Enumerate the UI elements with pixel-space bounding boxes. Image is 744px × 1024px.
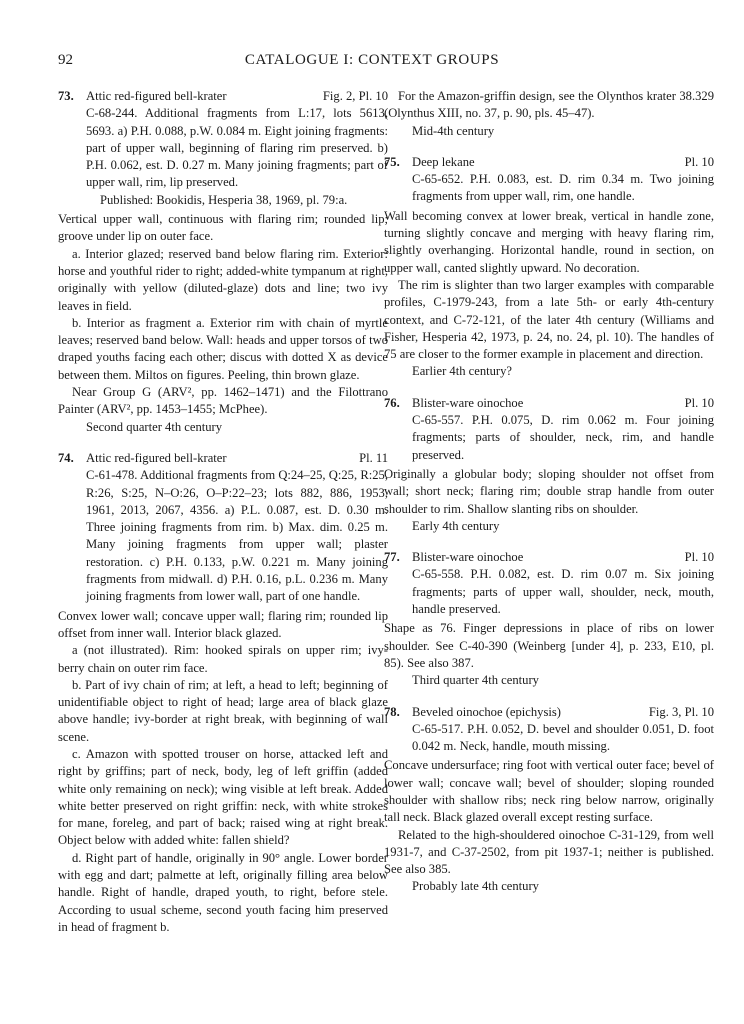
entry-number: 73. bbox=[58, 89, 74, 103]
comparison-note: The rim is slighter than two larger examples with comparable profiles, C-1979-243, from a late 5th- or early 4th-century context, and C-72-121, of the later 4th century (Williams and Fisher, Hesperia 42, 1973, p. 24, no. 24, pl. 10). The handles of 75 are closer to the former example in placement and direction. bbox=[384, 277, 714, 362]
entry-number: 74. bbox=[58, 450, 74, 465]
entry-title: Deep lekane bbox=[412, 154, 475, 169]
date-note: Third quarter 4th century bbox=[412, 673, 539, 688]
entry-74-heading bbox=[58, 450, 388, 467]
plate-reference: Pl. 10 bbox=[684, 550, 714, 565]
inventory-block: C-65-557. P.H. 0.075, D. rim 0.062 m. Four joining fragments; parts of shoulder, neck, rim, and handle preserved. bbox=[412, 413, 714, 462]
date-note: Probably late 4th century bbox=[412, 879, 539, 894]
entry-title: Attic red-figured bell-krater bbox=[86, 450, 227, 465]
left-column bbox=[58, 88, 388, 936]
description: Shape as 76. Finger depressions in place of ribs on lower shoulder. See C-40-390 (Weinberg [under 4], p. 233, E10, pl. 85). See also 387. bbox=[384, 621, 714, 670]
inventory-block: C-65-558. P.H. 0.082, est. D. rim 0.07 m. Six joining fragments; parts of upper wall, shoulder, neck, mouth, handle preserved. bbox=[412, 567, 714, 617]
entry-title: Blister-ware oinochoe bbox=[412, 395, 524, 410]
entry-title: Blister-ware oinochoe bbox=[412, 550, 524, 565]
inventory-block: C-61-478. Additional fragments from Q:24–25, Q:25, R:25, R:26, S:25, N–O:26, O–P:22–23; lots 882, 886, 1953, 1961, 2013, 2067, 4356. a) P.L. 0.087, est. D. 0.30 m. Three joining fragments from rim. b) Max. dim. 0.25 m. Many joining fragments from upper wall; plaster restoration. c) P.H. 0.133, p.W. 0.221 m. Many joining fragments from midwall. d) P.H. 0.16, p.L. 0.236 m. Many joining fragments from lower wall, part of one handle. bbox=[86, 468, 388, 604]
plate-reference: Pl. 10 bbox=[684, 154, 714, 169]
plate-reference: Pl. 10 bbox=[684, 395, 714, 410]
description: Convex lower wall; concave upper wall; flaring rim; rounded lip offset from inner wall. Interior black glazed. bbox=[58, 608, 388, 640]
entry-75-heading bbox=[384, 154, 714, 171]
comparison-note: Related to the high-shouldered oinochoe C-31-129, from well 1931-7, and C-37-2502, from pit 1937-1; neither is published. See also 385. bbox=[384, 827, 714, 877]
entry-number: 75. bbox=[384, 154, 400, 169]
attribution-note: Near Group G (ARV², pp. 1462–1471) and the Filottrano Painter (ARV², pp. 1453–1455; McPhee). bbox=[58, 385, 388, 417]
entry-78-heading bbox=[384, 704, 714, 721]
fragment-a: a (not illustrated). Rim: hooked spirals on upper rim; ivy-berry chain on outer rim face. bbox=[58, 643, 388, 675]
entry-title: Beveled oinochoe (epichysis) bbox=[412, 704, 561, 719]
description: Vertical upper wall, continuous with flaring rim; rounded lip; groove under lip on outer face. bbox=[58, 212, 388, 244]
fragment-b: b. Part of ivy chain of rim; at left, a head to left; beginning of unidentifiable object to right of head; large area of black glaze above handle; ivy-border at right break, with beginning of wall scene. bbox=[58, 677, 388, 744]
page-number: 92 bbox=[58, 52, 73, 68]
date-note: Earlier 4th century? bbox=[412, 364, 512, 379]
fragment-b: b. Interior as fragment a. Exterior rim with chain of myrtle leaves; reserved band below. Wall: heads and upper torsos of two draped youths facing each other; discus with dotted X as device between them. Miltos on figures. Peeling, thin brown glaze. bbox=[58, 315, 388, 382]
published-note: Published: Bookidis, Hesperia 38, 1969, pl. 79:a. bbox=[100, 192, 348, 207]
entry-number: 77. bbox=[384, 550, 400, 565]
right-column bbox=[384, 88, 714, 896]
entry-73-heading bbox=[58, 88, 388, 105]
description: Originally a globular body; sloping shoulder not offset from wall; short neck; flaring rim; double strap handle from outer shoulder to rim. Shallow slanting ribs on shoulder. bbox=[384, 466, 714, 516]
fragment-a: a. Interior glazed; reserved band below flaring rim. Exterior: horse and youthful rider to right; added-white tympanum at right, originally with yellow (diluted-glaze) dots and line; two ivy leaves in field. bbox=[58, 246, 388, 313]
plate-reference: Fig. 2, Pl. 10 bbox=[322, 89, 388, 103]
inventory-block: C-68-244. Additional fragments from L:17, lots 5613, 5693. a) P.H. 0.088, p.W. 0.084 m. Eight joining fragments: part of upper wall, beginning of flaring rim preserved. b) P.H. 0.062, est. D. 0.27 m. Many joining fragments; part of upper wall, rim, lip preserved. bbox=[86, 106, 388, 190]
continued-paragraph: For the Amazon-griffin design, see the Olynthos krater 38.329 (Olynthus XIII, no. 37, p. 90, pls. 45–47). bbox=[384, 89, 714, 121]
entry-77-heading bbox=[384, 549, 714, 566]
plate-reference: Fig. 3, Pl. 10 bbox=[648, 704, 714, 719]
date-note: Early 4th century bbox=[412, 518, 500, 533]
entry-number: 76. bbox=[384, 395, 400, 410]
description: Concave undersurface; ring foot with vertical outer face; bevel of lower wall; concave wall; bevel of shoulder; sloping rounded shoulder with shallow ribs; neck ring below narrow, originally tall neck. Black glazed overall except resting surface. bbox=[384, 758, 714, 825]
inventory-block: C-65-652. P.H. 0.083, est. D. rim 0.34 m. Two joining fragments from upper wall, rim, one handle. bbox=[412, 172, 714, 204]
inventory-block: C-65-517. P.H. 0.052, D. bevel and shoulder 0.051, D. foot 0.042 m. Neck, handle, mouth missing. bbox=[412, 721, 714, 754]
description: Wall becoming convex at lower break, vertical in handle zone, turning slightly concave and merging with heavy flaring rim, slightly overhanging. Horizontal handle, round in section, on upper wall, canted slightly upward. No decoration. bbox=[384, 208, 714, 275]
date-note: Second quarter 4th century bbox=[86, 419, 223, 434]
entry-number: 78. bbox=[384, 704, 400, 719]
plate-reference: Pl. 11 bbox=[359, 450, 388, 465]
running-head: CATALOGUE I: CONTEXT GROUPS bbox=[244, 52, 500, 68]
entry-76-heading bbox=[384, 395, 714, 412]
fragment-d: d. Right part of handle, originally in 90° angle. Lower border with egg and dart; palmette at left, originally filling area below handle. Right of handle, draped youth, to right, before stele. According to usual scheme, second youth facing him preserved in head of fragment b. bbox=[58, 850, 388, 934]
entry-title: Attic red-figured bell-krater bbox=[86, 89, 227, 103]
date-note: Mid-4th century bbox=[412, 123, 495, 138]
fragment-c: c. Amazon with spotted trouser on horse, attacked left and right by griffins; part of neck, body, leg of left griffin (added white only remaining on neck); wing visible at left break. Added white better preserved on right griffin: neck, with white strokes for mane, foreleg, and part of back; raised wing at right break. Object below with added white: fallen shield? bbox=[58, 746, 388, 848]
